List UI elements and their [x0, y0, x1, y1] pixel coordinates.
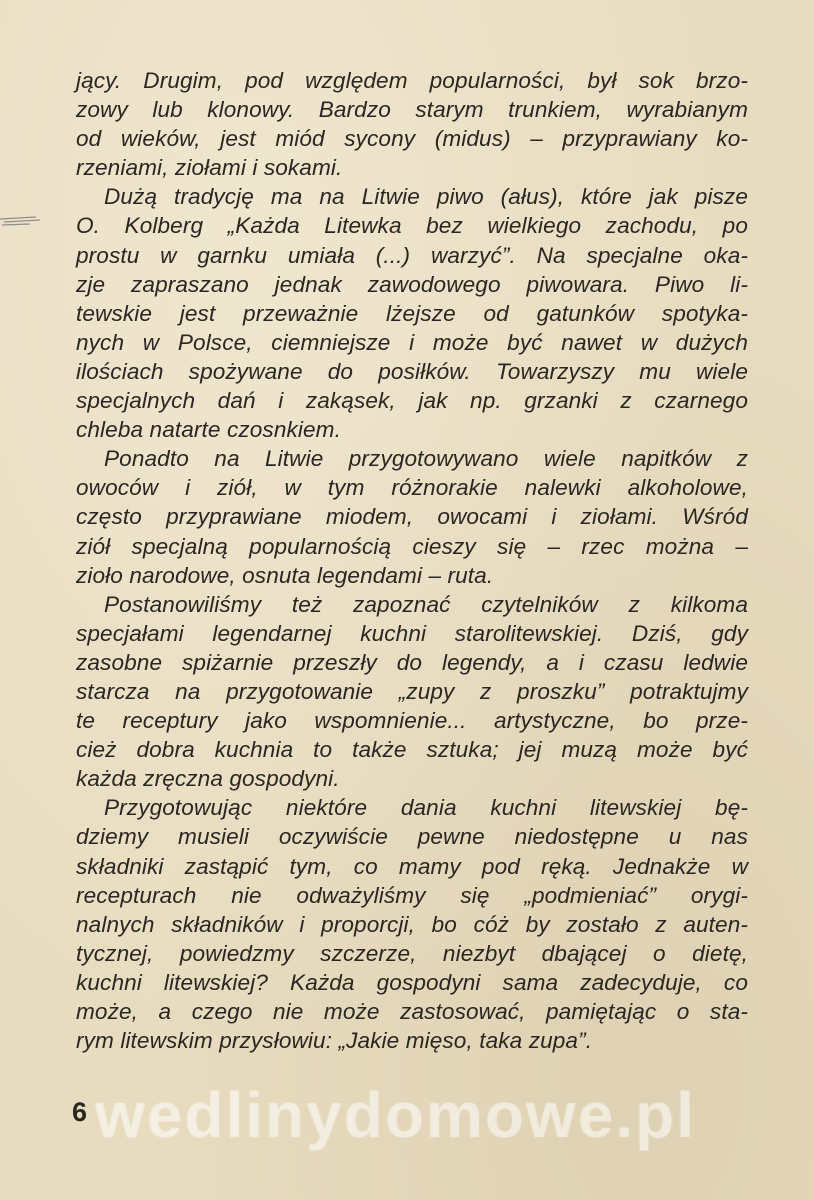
- margin-pencil-mark: [0, 214, 42, 228]
- text-line: O. Kolberg „Każda Litewka bez wielkiego zachodu, po: [76, 213, 748, 239]
- page-number: 6: [72, 1097, 88, 1127]
- text-line: recepturach nie odważyliśmy się „podmieniać” orygi-: [76, 882, 748, 908]
- paragraph-2: [76, 182, 748, 444]
- text-line: zje zapraszano jednak zawodowego piwowara. Piwo li-: [76, 271, 748, 297]
- text-line: Ponadto na Litwie przygotowywano wiele napitków z: [104, 446, 748, 472]
- text-line: rzeniami, ziołami i sokami.: [76, 155, 343, 181]
- text-line: ilościach spożywane do posiłków. Towarzyszy mu wiele: [76, 358, 748, 384]
- text-line: Przygotowując niektóre dania kuchni litewskiej bę-: [104, 795, 748, 821]
- text-line: tewskie jest przeważnie lżejsze od gatunków spotyka-: [76, 300, 748, 326]
- text-line: specjałami legendarnej kuchni starolitewskiej. Dziś, gdy: [76, 620, 748, 646]
- text-line: ziół specjalną popularnością cieszy się – rzec można –: [76, 533, 748, 559]
- text-line: nych w Polsce, ciemniejsze i może być nawet w dużych: [76, 329, 748, 355]
- text-line: od wieków, jest miód sycony (midus) – przyprawiany ko-: [76, 126, 748, 152]
- text-line: często przyprawiane miodem, owocami i ziołami. Wśród: [76, 504, 748, 530]
- paragraph-1: [76, 66, 748, 182]
- text-line: Postanowiliśmy też zapoznać czytelników z kilkoma: [104, 591, 748, 617]
- text-line: prostu w garnku umiała (...) warzyć”. Na specjalne oka-: [76, 242, 748, 268]
- text-line: może, a czego nie może zastosować, pamiętając o sta-: [76, 999, 748, 1024]
- text-line: chleba natarte czosnkiem.: [76, 417, 341, 443]
- text-line: specjalnych dań i zakąsek, jak np. grzanki z czarnego: [76, 388, 748, 414]
- text-line: nalnych składników i proporcji, bo cóż by zostało z auten-: [76, 911, 748, 937]
- text-line: zasobne spiżarnie przeszły do legendy, a i czasu ledwie: [76, 649, 748, 675]
- site-watermark: wedlinydomowe.pl: [95, 1079, 696, 1151]
- text-line: starcza na przygotowanie „zupy z proszku” potraktujmy: [76, 678, 748, 704]
- text-line: jący. Drugim, pod względem popularności, był sok brzo-: [76, 68, 748, 93]
- text-line: każda zręczna gospodyni.: [76, 766, 340, 792]
- text-line: tycznej, powiedzmy szczerze, niezbyt dbającej o dietę,: [76, 940, 748, 966]
- text-line: rym litewskim przysłowiu: „Jakie mięso, taka zupa”.: [76, 1028, 593, 1054]
- text-line: Dużą tradycję ma na Litwie piwo (ałus), które jak pisze: [104, 184, 748, 210]
- paragraph-3: [76, 444, 748, 589]
- text-line: składniki zastąpić tym, co mamy pod ręką. Jednakże w: [76, 853, 748, 879]
- text-line: kuchni litewskiej? Każda gospodyni sama zadecyduje, co: [76, 969, 748, 995]
- text-line: owoców i ziół, w tym różnorakie nalewki alkoholowe,: [76, 475, 748, 501]
- text-line: zowy lub klonowy. Bardzo starym trunkiem, wyrabianym: [76, 97, 748, 123]
- paragraph-5: [76, 793, 748, 1055]
- text-line: dziemy musieli oczywiście pewne niedostępne u nas: [76, 824, 748, 850]
- text-line: cież dobra kuchnia to także sztuka; jej muzą może być: [76, 737, 748, 763]
- text-line: te receptury jako wspomnienie... artystyczne, bo prze-: [76, 708, 748, 734]
- paragraph-4: [76, 590, 748, 794]
- body-text: [76, 66, 748, 1055]
- text-line: zioło narodowe, osnuta legendami – ruta.: [76, 562, 494, 588]
